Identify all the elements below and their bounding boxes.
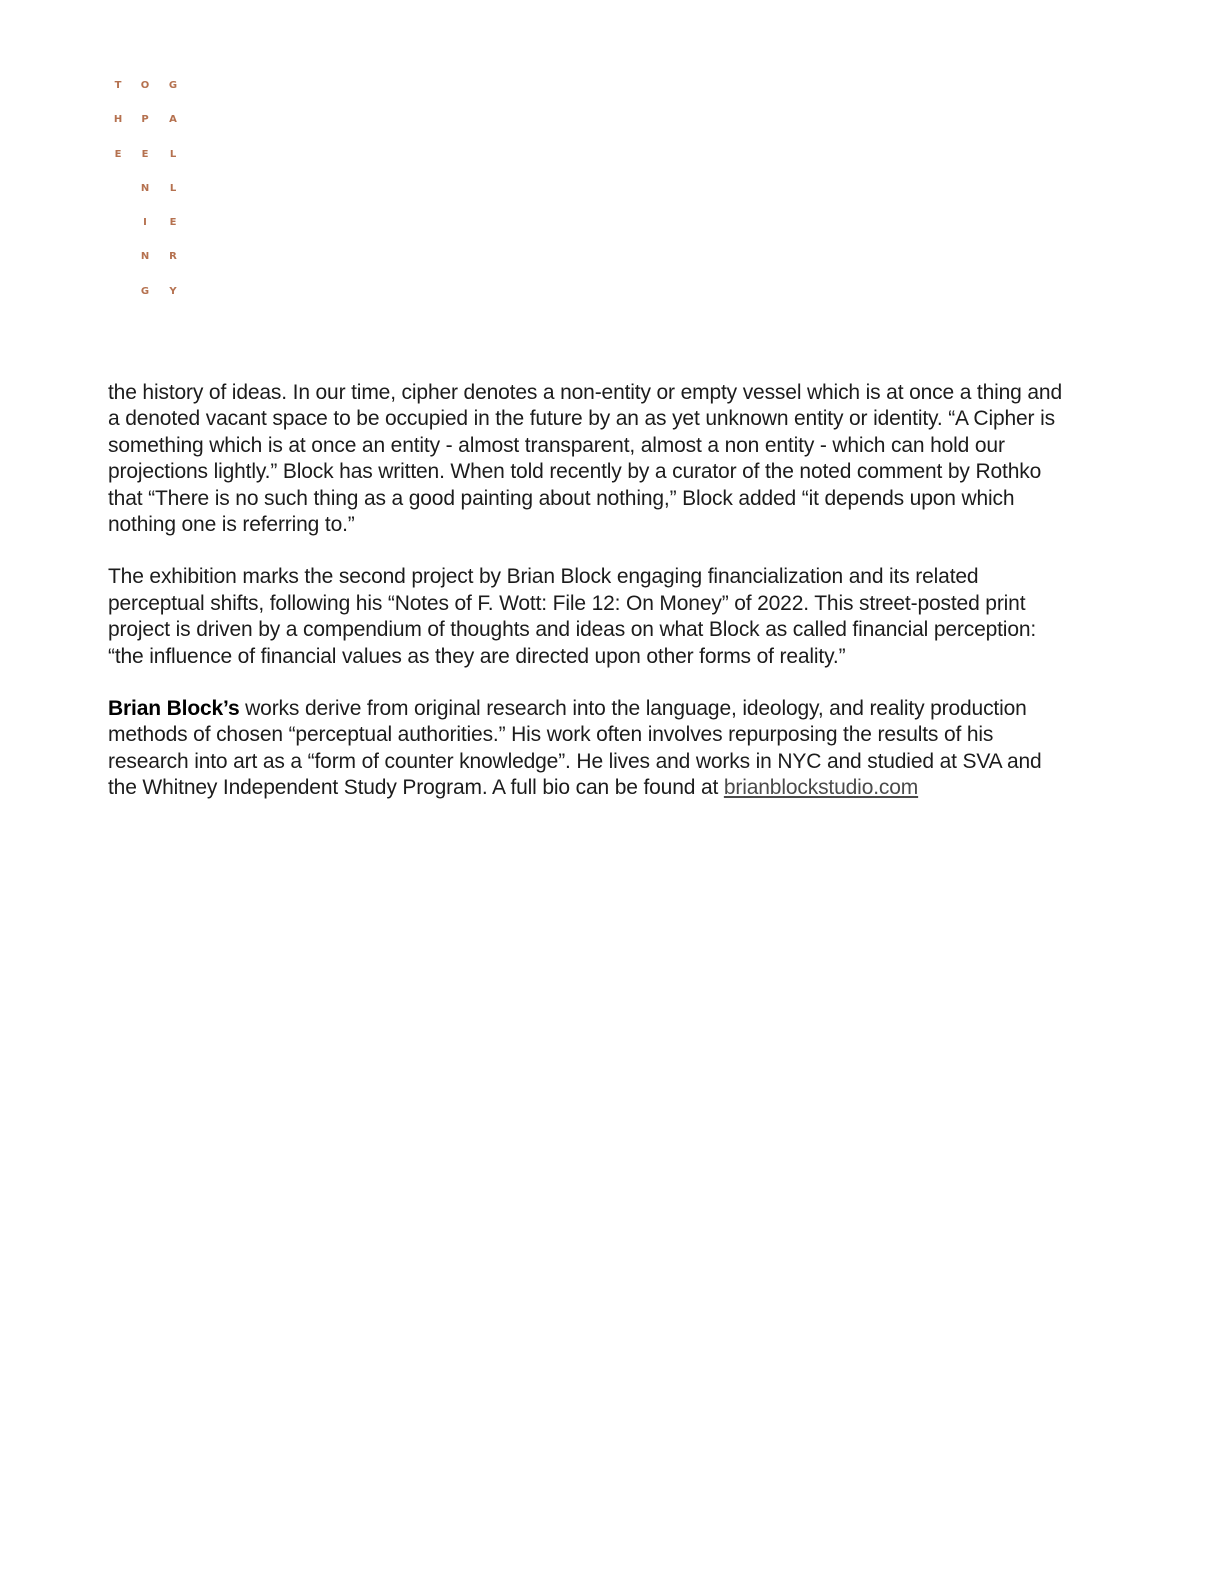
logo-letter: L	[169, 148, 177, 160]
logo-letter: I	[143, 217, 147, 229]
logo-letter: G	[168, 80, 178, 91]
studio-website-link[interactable]: brianblockstudio.com	[723, 776, 919, 800]
paragraph-exhibition: The exhibition marks the second project by Brian Block engaging financialization and its related perceptual shifts, following his “Notes of F. Wott: File 12: On Money” of 2022. This street-posted print project is driven by a compendium of thoughts and ideas on what Block as called financial perception: “the influence of financial values as they are directed upon other forms of reality.”	[108, 565, 1037, 668]
bio-text: works derive from original research into the language, ideology, and reality production methods of chosen “perceptual authorities.” His work often involves repurposing the results of his research into art as a “form of counter knowledge”. He lives and works in NYC and studied at SVA and the Whitney Independent Study Program. A full bio can be found at	[108, 697, 1042, 800]
logo-column-the	[108, 78, 128, 181]
logo-letter: T	[114, 80, 122, 91]
logo-letter: N	[140, 251, 150, 263]
logo-letter: L	[169, 182, 177, 194]
gallery-logo	[108, 78, 198, 308]
logo-letter: A	[169, 114, 177, 126]
logo-column-gallery	[163, 78, 183, 318]
paragraph-cipher: the history of ideas. In our time, cipher denotes a non-entity or empty vessel which is at once a thing and a denoted vacant space to be occupied in the future by an as yet unknown entity or identity. “A Cipher is something which is at once an entity - almost transparent, almost a non entity - which can hold our projections lightly.” Block has written. When told recently by a curator of the noted comment by Rothko that “There is no such thing as a good painting about nothing,” Block added “it depends upon which nothing one is referring to.”	[108, 381, 1062, 537]
logo-letter: E	[169, 217, 177, 229]
logo-letter: N	[140, 182, 150, 194]
logo-letter: P	[141, 114, 149, 126]
logo-letter: Y	[169, 285, 177, 297]
logo-letter: G	[140, 285, 150, 297]
logo-letter: E	[114, 148, 122, 160]
press-release-body	[108, 380, 1068, 828]
artist-name: Brian Block’s	[108, 697, 240, 721]
logo-letter: O	[140, 80, 150, 91]
logo-letter: E	[141, 148, 149, 160]
logo-letter: H	[113, 114, 123, 126]
logo-column-opening	[135, 78, 155, 318]
logo-letter: R	[169, 251, 177, 263]
paragraph-bio	[108, 696, 1068, 802]
